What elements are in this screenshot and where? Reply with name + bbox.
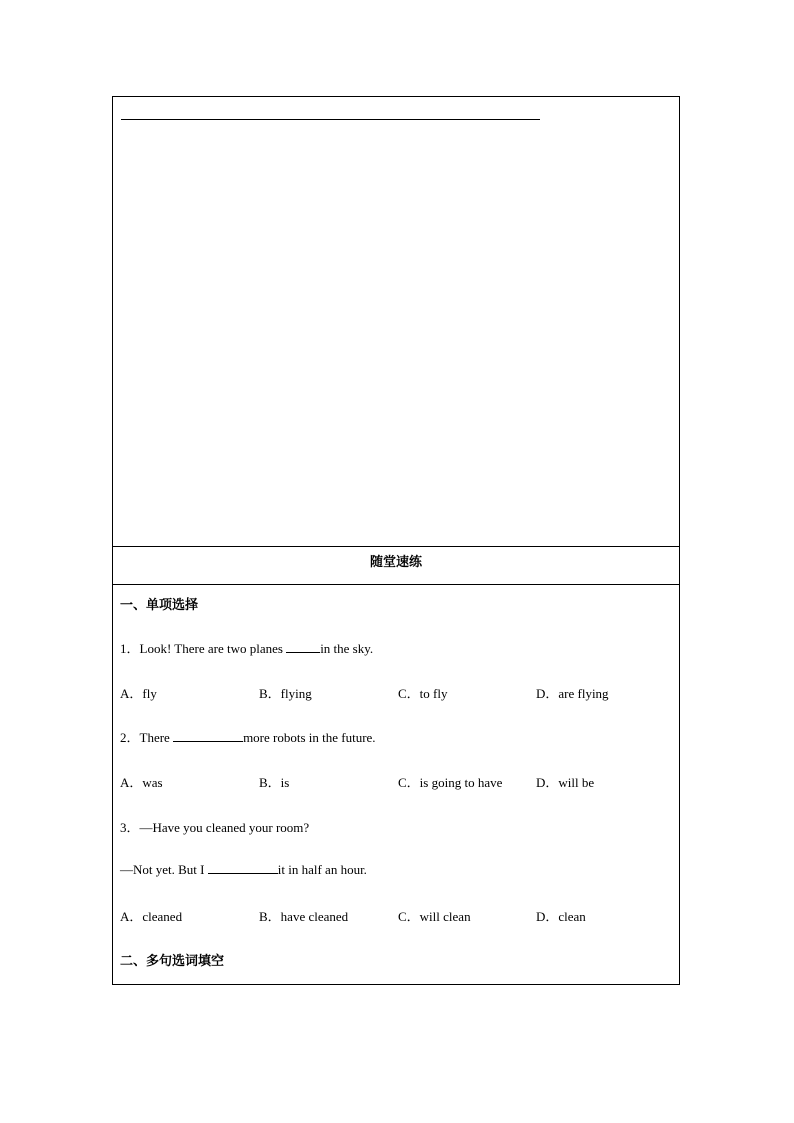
part1-heading: 一、单项选择 bbox=[120, 598, 199, 613]
question-3-option-c: C．will clean bbox=[398, 909, 471, 924]
question-1-stem bbox=[120, 638, 373, 657]
question-2-blank bbox=[173, 729, 243, 742]
question-3-option-d: D．clean bbox=[536, 909, 586, 924]
question-2-option-d: D．will be bbox=[536, 775, 595, 790]
question-2-option-c: C．is going to have bbox=[398, 775, 503, 790]
question-1-option-c: C．to fly bbox=[398, 686, 448, 701]
question-3-blank bbox=[208, 861, 278, 874]
question-1-blank bbox=[286, 640, 320, 653]
question-3-stem: 3．—Have you cleaned your room? bbox=[120, 820, 310, 835]
section-divider-top bbox=[113, 546, 679, 547]
question-1-option-b: B．flying bbox=[259, 686, 312, 701]
question-2-stem bbox=[120, 727, 376, 746]
question-1-text: 1．Look! There are two planes bbox=[120, 641, 287, 656]
section-divider-bottom bbox=[113, 584, 679, 585]
question-3-option-a: A．cleaned bbox=[120, 909, 183, 924]
question-2-text-end: more robots in the future. bbox=[243, 730, 376, 745]
question-1-option-d: D．are flying bbox=[536, 686, 609, 701]
question-1-text-end: in the sky. bbox=[320, 641, 374, 656]
answer-line bbox=[121, 119, 540, 120]
question-3-reply-text: —Not yet. But I bbox=[120, 862, 208, 877]
question-3-reply bbox=[120, 861, 367, 878]
worksheet-frame bbox=[112, 96, 680, 985]
question-3-option-b: B．have cleaned bbox=[259, 909, 349, 924]
section-title: 随堂速练 bbox=[369, 555, 422, 570]
question-2-option-a: A．was bbox=[120, 775, 163, 790]
question-2-option-b: B．is bbox=[259, 775, 290, 790]
part2-heading: 二、多句选词填空 bbox=[120, 954, 225, 969]
question-2-text: 2．There bbox=[120, 730, 174, 745]
question-1-option-a: A．fly bbox=[120, 686, 157, 701]
question-3-reply-end: it in half an hour. bbox=[277, 862, 367, 877]
